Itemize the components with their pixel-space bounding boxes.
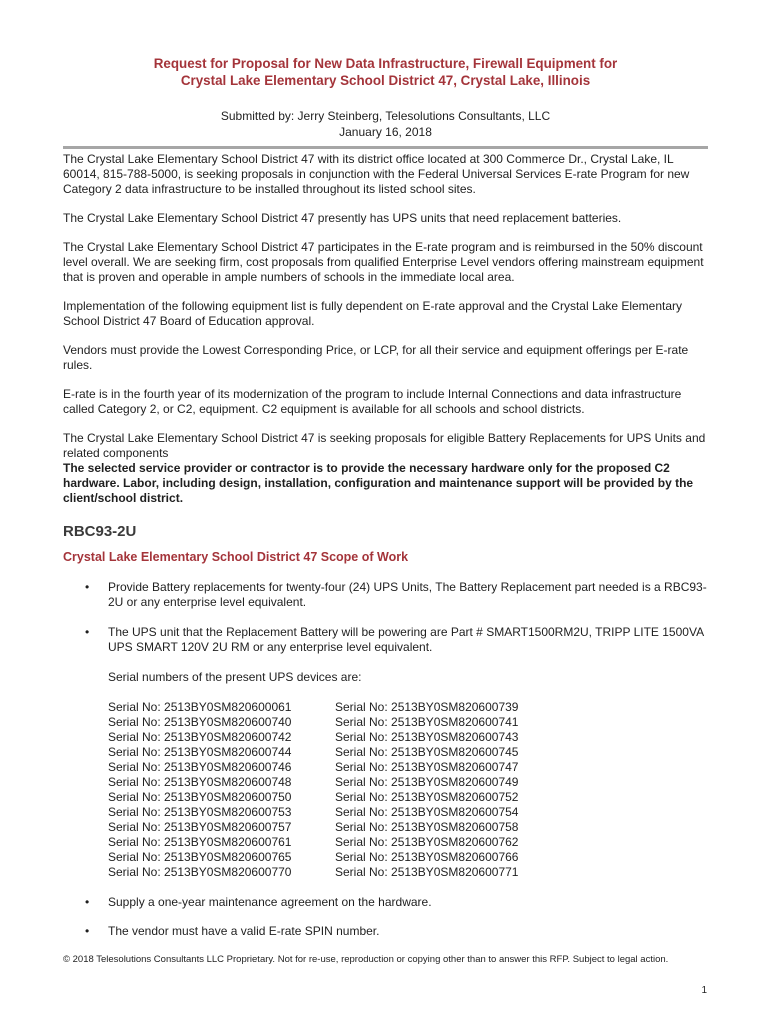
serial-number: Serial No: 2513BY0SM820600747 — [335, 760, 519, 774]
intro-paragraph: The Crystal Lake Elementary School District 47 with its district office located at 300 Commerce Dr., Crystal Lake, IL 60014, 815-788-5000, is seeking proposals in conjunction with the Federal Universal Services E-rate Program for new Category 2 data infrastructure to be installed throughout its listed school sites. — [63, 152, 690, 196]
serial-column-left — [108, 700, 335, 880]
serial-number: Serial No: 2513BY0SM820600770 — [108, 865, 292, 879]
serial-number: Serial No: 2513BY0SM820600758 — [335, 820, 519, 834]
title-line-2: Crystal Lake Elementary School District 47, Crystal Lake, Illinois — [180, 73, 591, 88]
submitted-by: Submitted by: Jerry Steinberg, Telesolutions Consultants, LLC — [220, 109, 551, 123]
list-item — [63, 625, 708, 655]
serial-number: Serial No: 2513BY0SM820600765 — [108, 850, 292, 864]
serial-number: Serial No: 2513BY0SM820600762 — [335, 835, 519, 849]
serial-number: Serial No: 2513BY0SM820600744 — [108, 745, 292, 759]
serial-intro: Serial numbers of the present UPS devices are: — [108, 670, 362, 684]
lcp-paragraph: Vendors must provide the Lowest Corresponding Price, or LCP, for all their service and equipment offerings per E-rate rules. — [63, 343, 689, 372]
document-title — [63, 55, 708, 89]
serial-number-table — [63, 700, 708, 880]
scope-list-continued — [63, 895, 708, 939]
serial-number: Serial No: 2513BY0SM820600754 — [335, 805, 519, 819]
serial-number: Serial No: 2513BY0SM820600766 — [335, 850, 519, 864]
header-divider — [63, 146, 708, 149]
ups-paragraph: The Crystal Lake Elementary School District 47 presently has UPS units that need replacement batteries. — [63, 211, 622, 225]
submission-date: January 16, 2018 — [339, 125, 432, 139]
proposals-paragraph: The Crystal Lake Elementary School District 47 is seeking proposals for eligible Battery Replacements for UPS Units and related components — [63, 431, 706, 460]
approval-paragraph: Implementation of the following equipment list is fully dependent on E-rate approval and the Crystal Lake Elementary School District 47 Board of Education approval. — [63, 299, 683, 328]
scope-of-work-heading: Crystal Lake Elementary School District 47 Scope of Work — [63, 550, 409, 564]
bullet-icon: • — [85, 924, 90, 938]
bullet-text: The UPS unit that the Replacement Battery will be powering are Part # SMART1500RM2U, TRIPP LITE 1500VA UPS SMART 120V 2U RM or any enterprise level equivalent. — [108, 625, 704, 654]
serial-number: Serial No: 2513BY0SM820600771 — [335, 865, 519, 879]
serial-column-right — [335, 700, 562, 880]
footer-copyright: © 2018 Telesolutions Consultants LLC Proprietary. Not for re-use, reproduction or copying other than to answer this RFP. Subject to legal action. — [63, 954, 669, 965]
bullet-icon: • — [85, 895, 90, 909]
serial-number: Serial No: 2513BY0SM820600761 — [108, 835, 292, 849]
erate-discount-paragraph: The Crystal Lake Elementary School District 47 participates in the E-rate program and is reimbursed in the 50% discount level overall. We are seeking firm, cost proposals from qualified Enterprise Level vendors offering mainstream equipment that is proven and operable in ample numbers of schools in the immediate local area. — [63, 240, 704, 284]
serial-number: Serial No: 2513BY0SM820600753 — [108, 805, 292, 819]
serial-number: Serial No: 2513BY0SM820600752 — [335, 790, 519, 804]
serial-number: Serial No: 2513BY0SM820600748 — [108, 775, 292, 789]
serial-number: Serial No: 2513BY0SM820600739 — [335, 700, 519, 714]
section-heading: RBC93-2U — [63, 523, 137, 540]
list-item — [63, 924, 708, 939]
bullet-text: Provide Battery replacements for twenty-four (24) UPS Units, The Battery Replacement part needed is a RBC93-2U or any enterprise level equivalent. — [108, 580, 707, 609]
serial-number: Serial No: 2513BY0SM820600745 — [335, 745, 519, 759]
serial-number: Serial No: 2513BY0SM820600757 — [108, 820, 292, 834]
scope-list — [63, 580, 708, 655]
document-page — [63, 55, 708, 939]
serial-number: Serial No: 2513BY0SM820600750 — [108, 790, 292, 804]
bullet-icon: • — [85, 625, 90, 639]
serial-number: Serial No: 2513BY0SM820600061 — [108, 700, 292, 714]
bullet-text: The vendor must have a valid E-rate SPIN number. — [108, 924, 380, 938]
serial-number: Serial No: 2513BY0SM820600740 — [108, 715, 292, 729]
bullet-text: Supply a one-year maintenance agreement on the hardware. — [108, 895, 432, 909]
serial-number: Serial No: 2513BY0SM820600743 — [335, 730, 519, 744]
serial-number: Serial No: 2513BY0SM820600741 — [335, 715, 519, 729]
c2-paragraph: E-rate is in the fourth year of its modernization of the program to include Internal Connections and data infrastructure called Category 2, or C2, equipment. C2 equipment is available for all schools and school districts. — [63, 387, 682, 416]
list-item — [63, 580, 708, 610]
list-item — [63, 895, 708, 910]
serial-number: Serial No: 2513BY0SM820600742 — [108, 730, 292, 744]
bullet-icon: • — [85, 580, 90, 594]
title-line-1: Request for Proposal for New Data Infrastructure, Firewall Equipment for — [153, 56, 618, 71]
submission-info — [63, 108, 708, 140]
serial-number: Serial No: 2513BY0SM820600746 — [108, 760, 292, 774]
serial-number: Serial No: 2513BY0SM820600749 — [335, 775, 519, 789]
hardware-only-notice: The selected service provider or contractor is to provide the necessary hardware only for the proposed C2 hardware. Labor, including design, installation, configuration and maintenance support will be provided by the client/school district. — [63, 461, 694, 505]
page-number: 1 — [701, 985, 707, 996]
